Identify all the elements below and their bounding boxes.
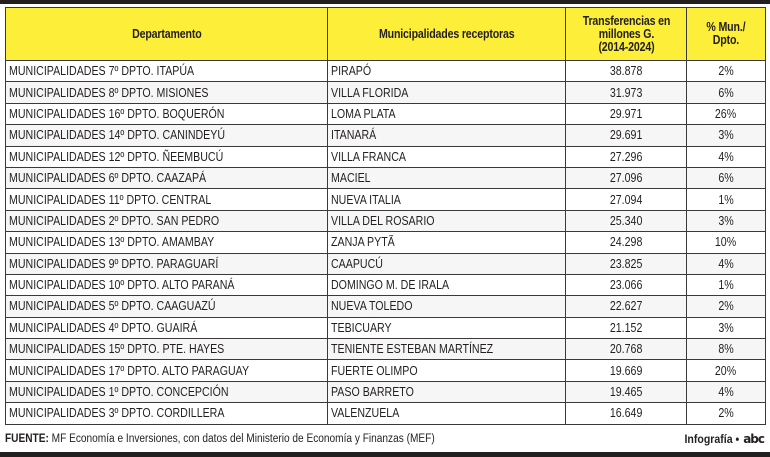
cell-transferencias-text: 19.465 <box>609 385 643 400</box>
cell-porcentaje-text: 3% <box>718 213 734 228</box>
cell-transferencias-text: 23.066 <box>609 278 643 293</box>
cell-departamento-text: MUNICIPALIDADES 8º DPTO. MISIONES <box>9 85 209 100</box>
header-line: Dpto. <box>712 33 740 47</box>
abc-logo: abc <box>743 432 764 446</box>
cell-departamento-text: MUNICIPALIDADES 1º DPTO. CONCEPCIÓN <box>9 385 229 400</box>
cell-municipalidad <box>328 274 566 295</box>
cell-porcentaje-text: 20% <box>715 363 737 378</box>
cell-porcentaje-text: 10% <box>715 235 737 250</box>
cell-porcentaje <box>687 296 766 317</box>
cell-transferencias <box>566 339 687 360</box>
cell-porcentaje-text: 2% <box>718 64 734 79</box>
cell-porcentaje <box>687 82 766 103</box>
cell-municipalidad <box>328 253 566 274</box>
cell-porcentaje <box>687 253 766 274</box>
cell-transferencias <box>566 253 687 274</box>
cell-municipalidad-text: VALENZUELA <box>331 406 400 421</box>
cell-porcentaje-text: 26% <box>715 106 737 121</box>
cell-departamento-text: MUNICIPALIDADES 16º DPTO. BOQUERÓN <box>9 106 225 121</box>
cell-transferencias <box>566 210 687 231</box>
cell-municipalidad-text: PASO BARRETO <box>331 385 414 400</box>
cell-transferencias <box>566 274 687 295</box>
cell-transferencias-text: 29.971 <box>609 106 643 121</box>
cell-porcentaje <box>687 360 766 381</box>
table-row <box>6 317 766 338</box>
table-row <box>6 232 766 253</box>
cell-porcentaje-text: 3% <box>718 320 734 335</box>
header-row <box>6 8 766 61</box>
cell-transferencias-text: 19.669 <box>609 363 643 378</box>
bottom-bar <box>0 452 770 457</box>
cell-municipalidad-text: TENIENTE ESTEBAN MARTÍNEZ <box>331 342 494 357</box>
cell-transferencias <box>566 403 687 424</box>
cell-departamento <box>6 253 328 274</box>
cell-municipalidad-text: CAAPUCÚ <box>331 256 383 271</box>
cell-departamento-text: MUNICIPALIDADES 6º DPTO. CAAZAPÁ <box>9 171 207 186</box>
cell-departamento <box>6 317 328 338</box>
cell-departamento-text: MUNICIPALIDADES 10º DPTO. ALTO PARANÁ <box>9 278 235 293</box>
cell-transferencias <box>566 167 687 188</box>
cell-municipalidad <box>328 360 566 381</box>
cell-municipalidad <box>328 296 566 317</box>
cell-municipalidad-text: ZANJA PYTÃ <box>331 235 395 250</box>
cell-porcentaje <box>687 339 766 360</box>
header-line: millones G. <box>598 26 654 41</box>
top-bar <box>0 0 770 4</box>
cell-municipalidad <box>328 210 566 231</box>
cell-transferencias-text: 24.298 <box>609 235 643 250</box>
cell-departamento <box>6 232 328 253</box>
cell-departamento-text: MUNICIPALIDADES 7º DPTO. ITAPÚA <box>9 64 195 79</box>
cell-transferencias <box>566 82 687 103</box>
cell-departamento-text: MUNICIPALIDADES 5º DPTO. CAAGUAZÚ <box>9 299 216 314</box>
cell-departamento <box>6 82 328 103</box>
header-transferencias <box>566 8 687 61</box>
header-line: Municipalidades receptoras <box>378 26 515 41</box>
cell-departamento-text: MUNICIPALIDADES 11º DPTO. CENTRAL <box>9 192 212 207</box>
cell-municipalidad-text: PIRAPÓ <box>331 64 372 79</box>
cell-transferencias-text: 38.878 <box>609 64 643 79</box>
cell-municipalidad-text: NUEVA ITALIA <box>331 192 401 207</box>
cell-departamento <box>6 189 328 210</box>
cell-departamento <box>6 61 328 82</box>
table-row <box>6 167 766 188</box>
cell-departamento <box>6 296 328 317</box>
cell-departamento-text: MUNICIPALIDADES 14º DPTO. CANINDEYÚ <box>9 128 226 143</box>
cell-departamento-text: MUNICIPALIDADES 9º DPTO. PARAGUARÍ <box>9 256 219 271</box>
cell-porcentaje <box>687 403 766 424</box>
table-row <box>6 61 766 82</box>
table-row <box>6 103 766 124</box>
cell-porcentaje-text: 6% <box>718 171 734 186</box>
table-row <box>6 296 766 317</box>
cell-transferencias-text: 22.627 <box>609 299 643 314</box>
cell-municipalidad <box>328 381 566 402</box>
transfers-table <box>5 7 766 425</box>
cell-transferencias <box>566 61 687 82</box>
table-body <box>6 61 766 425</box>
cell-porcentaje-text: 1% <box>718 278 734 293</box>
cell-porcentaje <box>687 61 766 82</box>
cell-transferencias-text: 20.768 <box>609 342 643 357</box>
header-line: (2014-2024) <box>597 39 655 54</box>
cell-departamento <box>6 125 328 146</box>
cell-porcentaje-text: 8% <box>718 342 734 357</box>
cell-departamento-text: MUNICIPALIDADES 4º DPTO. GUAIRÁ <box>9 320 198 335</box>
cell-transferencias <box>566 296 687 317</box>
cell-municipalidad <box>328 61 566 82</box>
table-row <box>6 189 766 210</box>
cell-municipalidad-text: FUERTE OLIMPO <box>331 363 418 378</box>
cell-municipalidad <box>328 146 566 167</box>
cell-departamento <box>6 274 328 295</box>
cell-departamento-text: MUNICIPALIDADES 15º DPTO. PTE. HAYES <box>9 342 225 357</box>
cell-departamento-text: MUNICIPALIDADES 3º DPTO. CORDILLERA <box>9 406 225 421</box>
cell-municipalidad-text: NUEVA TOLEDO <box>331 299 413 314</box>
cell-municipalidad-text: VILLA FLORIDA <box>331 85 409 100</box>
cell-departamento-text: MUNICIPALIDADES 13º DPTO. AMAMBAY <box>9 235 215 250</box>
cell-transferencias <box>566 125 687 146</box>
cell-transferencias-text: 21.152 <box>609 320 643 335</box>
cell-porcentaje <box>687 103 766 124</box>
cell-transferencias <box>566 360 687 381</box>
header-departamento <box>6 8 328 61</box>
cell-departamento <box>6 339 328 360</box>
source-text: MF Economía e Inversiones, con datos del Ministerio de Economía y Finanzas (MEF) <box>48 433 435 445</box>
cell-porcentaje <box>687 232 766 253</box>
cell-departamento <box>6 167 328 188</box>
header-line: Transferencias en <box>582 13 670 28</box>
cell-departamento-text: MUNICIPALIDADES 2º DPTO. SAN PEDRO <box>9 213 220 228</box>
cell-porcentaje-text: 4% <box>718 149 734 164</box>
cell-municipalidad-text: VILLA DEL ROSARIO <box>331 213 435 228</box>
source-label: FUENTE: <box>5 433 49 445</box>
table-row <box>6 82 766 103</box>
table-row <box>6 381 766 402</box>
cell-porcentaje <box>687 274 766 295</box>
cell-transferencias-text: 29.691 <box>609 128 643 143</box>
cell-transferencias-text: 27.296 <box>609 149 643 164</box>
cell-porcentaje <box>687 189 766 210</box>
cell-transferencias-text: 16.649 <box>609 406 643 421</box>
cell-transferencias-text: 31.973 <box>609 85 643 100</box>
table-row <box>6 403 766 424</box>
cell-transferencias-text: 27.096 <box>609 171 643 186</box>
cell-transferencias <box>566 317 687 338</box>
cell-porcentaje-text: 2% <box>718 406 734 421</box>
credit-label: Infografía • <box>684 432 740 446</box>
table-row <box>6 146 766 167</box>
cell-porcentaje <box>687 381 766 402</box>
cell-municipalidad <box>328 339 566 360</box>
cell-porcentaje <box>687 210 766 231</box>
header-municipalidades <box>328 8 566 61</box>
header-line: Departamento <box>131 26 202 41</box>
table-row <box>6 253 766 274</box>
table-row <box>6 360 766 381</box>
cell-municipalidad-text: ITANARÁ <box>331 128 377 143</box>
cell-municipalidad-text: VILLA FRANCA <box>331 149 406 164</box>
cell-municipalidad <box>328 317 566 338</box>
cell-municipalidad-text: MACIEL <box>331 171 371 186</box>
cell-municipalidad-text: TEBICUARY <box>331 320 392 335</box>
cell-transferencias-text: 27.094 <box>609 192 643 207</box>
cell-porcentaje-text: 4% <box>718 385 734 400</box>
cell-municipalidad <box>328 189 566 210</box>
cell-porcentaje <box>687 317 766 338</box>
cell-municipalidad-text: LOMA PLATA <box>331 106 396 121</box>
cell-municipalidad <box>328 82 566 103</box>
cell-transferencias-text: 25.340 <box>609 213 643 228</box>
cell-departamento <box>6 403 328 424</box>
table-row <box>6 339 766 360</box>
cell-departamento-text: MUNICIPALIDADES 17º DPTO. ALTO PARAGUAY <box>9 363 250 378</box>
header-porcentaje <box>687 8 766 61</box>
cell-porcentaje-text: 4% <box>718 256 734 271</box>
cell-porcentaje <box>687 146 766 167</box>
cell-departamento <box>6 210 328 231</box>
source-note <box>5 433 435 445</box>
cell-municipalidad <box>328 167 566 188</box>
cell-transferencias <box>566 189 687 210</box>
cell-porcentaje-text: 1% <box>718 192 734 207</box>
cell-municipalidad <box>328 232 566 253</box>
table-row <box>6 274 766 295</box>
cell-municipalidad <box>328 125 566 146</box>
cell-departamento <box>6 146 328 167</box>
cell-departamento <box>6 103 328 124</box>
cell-departamento <box>6 360 328 381</box>
cell-transferencias <box>566 103 687 124</box>
table-row <box>6 210 766 231</box>
cell-municipalidad-text: DOMINGO M. DE IRALA <box>331 278 450 293</box>
cell-porcentaje-text: 3% <box>718 128 734 143</box>
credit <box>677 432 764 446</box>
header-line: % Mun./ <box>706 20 746 34</box>
cell-transferencias <box>566 381 687 402</box>
cell-municipalidad <box>328 103 566 124</box>
cell-departamento <box>6 381 328 402</box>
cell-municipalidad <box>328 403 566 424</box>
cell-porcentaje-text: 2% <box>718 299 734 314</box>
table-row <box>6 125 766 146</box>
cell-transferencias <box>566 146 687 167</box>
cell-transferencias <box>566 232 687 253</box>
cell-porcentaje-text: 6% <box>718 85 734 100</box>
cell-transferencias-text: 23.825 <box>609 256 643 271</box>
cell-porcentaje <box>687 167 766 188</box>
cell-departamento-text: MUNICIPALIDADES 12º DPTO. ÑEEMBUCÚ <box>9 149 224 164</box>
cell-porcentaje <box>687 125 766 146</box>
